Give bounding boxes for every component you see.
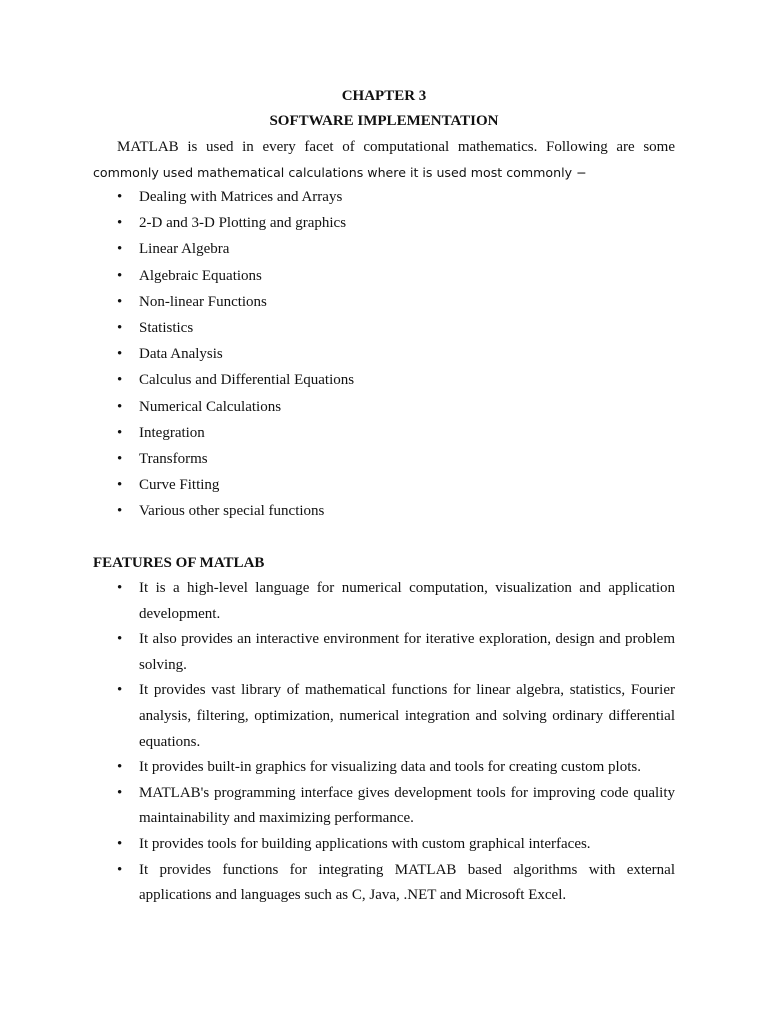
list-item-text: Algebraic Equations (139, 267, 262, 284)
list-item-text: Numerical Calculations (139, 398, 282, 415)
list-item-text: It is a high-level language for numerical computation, visualization and application development. (139, 580, 675, 622)
bullet-icon: • (117, 241, 123, 258)
list-item-text: Statistics (139, 320, 194, 337)
list-item (0, 341, 768, 367)
list-item (0, 236, 768, 262)
list-item (0, 184, 768, 210)
math-uses-list (0, 184, 768, 525)
bullet-icon: • (117, 759, 123, 776)
list-item-text: Transforms (139, 451, 208, 468)
list-item (0, 498, 768, 524)
list-item-text: It provides functions for integrating MATLAB based algorithms with external applications and languages such as C, Java, .NET and Microsoft Excel. (139, 861, 675, 904)
list-item-text: 2-D and 3-D Plotting and graphics (139, 215, 347, 232)
list-item-text: Linear Algebra (139, 241, 230, 258)
intro-paragraph-line-2: commonly used mathematical calculations where it is used most commonly − (93, 165, 587, 180)
list-item (0, 394, 768, 420)
features-list (0, 576, 768, 909)
list-item-text: Dealing with Matrices and Arrays (139, 189, 343, 205)
list-item (0, 315, 768, 341)
bullet-icon: • (117, 477, 123, 494)
list-item-text: It provides vast library of mathematical functions for linear algebra, statistics, Fourier analysis, filtering, optimization, numerical integration and solving ordinary differential equations. (139, 682, 675, 750)
bullet-icon: • (117, 293, 123, 310)
list-item (0, 367, 768, 393)
list-item (0, 472, 768, 498)
bullet-icon: • (117, 320, 123, 337)
bullet-icon: • (117, 503, 123, 520)
bullet-icon: • (117, 451, 123, 468)
list-item (0, 781, 768, 832)
bullet-icon: • (117, 631, 123, 648)
list-item-text: Calculus and Differential Equations (139, 372, 355, 389)
list-item-text: MATLAB's programming interface gives development tools for improving code quality maintainability and maximizing performance. (139, 784, 675, 827)
list-item-text: It also provides an interactive environment for iterative exploration, design and problem solving. (139, 631, 675, 673)
bullet-icon: • (117, 215, 123, 232)
bullet-icon: • (117, 189, 123, 205)
list-item (0, 755, 768, 781)
chapter-number: CHAPTER 3 (341, 88, 427, 104)
bullet-icon: • (117, 372, 123, 389)
bullet-icon: • (117, 580, 123, 596)
list-item-text: It provides built-in graphics for visualizing data and tools for creating custom plots. (139, 759, 641, 776)
list-item-text: Curve Fitting (139, 477, 220, 494)
chapter-title: SOFTWARE IMPLEMENTATION (269, 113, 499, 129)
list-item (0, 210, 768, 236)
list-item-text: It provides tools for building applications with custom graphical interfaces. (139, 835, 591, 852)
bullet-icon: • (117, 424, 123, 441)
intro-paragraph-line-1: MATLAB is used in every facet of computational mathematics. Following are some (117, 139, 675, 155)
list-item (0, 627, 768, 678)
list-item (0, 678, 768, 755)
bullet-icon: • (117, 861, 123, 878)
bullet-icon: • (117, 346, 123, 363)
bullet-icon: • (117, 398, 123, 415)
list-item (0, 858, 768, 909)
list-item (0, 576, 768, 627)
list-item (0, 446, 768, 472)
list-item-text: Various other special functions (139, 503, 325, 520)
list-item (0, 420, 768, 446)
bullet-icon: • (117, 784, 123, 801)
section-title-features: FEATURES OF MATLAB (93, 555, 265, 571)
list-item (0, 263, 768, 289)
bullet-icon: • (117, 682, 123, 699)
bullet-icon: • (117, 835, 123, 852)
bullet-icon: • (117, 267, 123, 284)
list-item-text: Data Analysis (139, 346, 223, 363)
list-item-text: Integration (139, 424, 205, 441)
list-item (0, 289, 768, 315)
list-item (0, 832, 768, 858)
list-item-text: Non-linear Functions (139, 293, 267, 310)
